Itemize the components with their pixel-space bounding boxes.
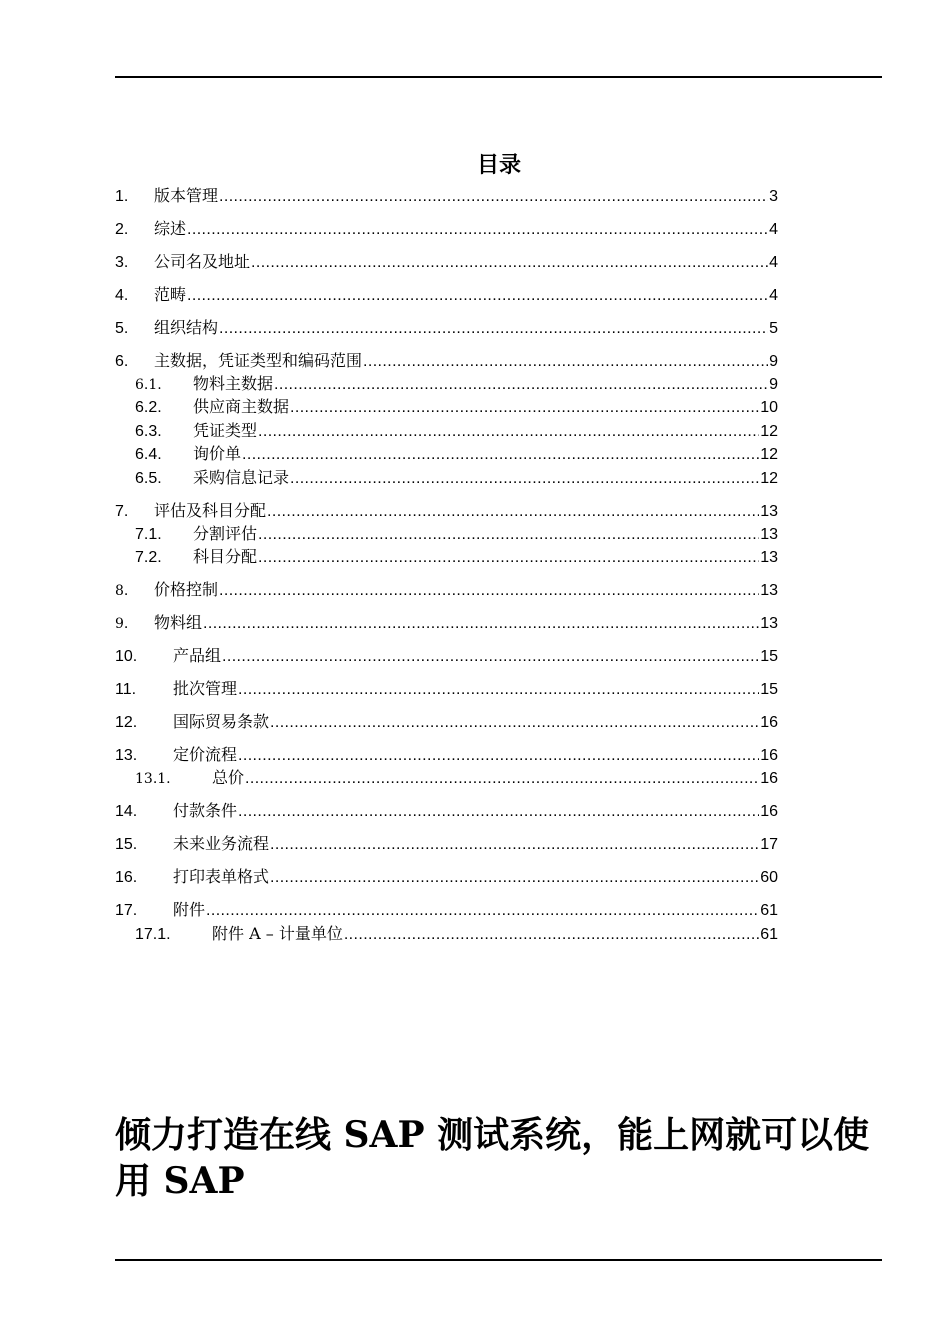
toc-entry[interactable] xyxy=(115,580,778,600)
toc-leader-dots xyxy=(245,769,759,789)
toc-entry[interactable] xyxy=(115,867,778,887)
toc-entry[interactable] xyxy=(115,252,778,272)
toc-entry-label: 评估及科目分配 xyxy=(154,501,267,520)
toc-entry[interactable] xyxy=(135,924,778,944)
toc-entry-label: 未来业务流程 xyxy=(173,834,270,853)
toc-entry-label: 范畴 xyxy=(154,285,187,304)
toc-entry-page: 4 xyxy=(769,287,778,304)
toc-leader-dots xyxy=(274,375,768,395)
toc-entry-page: 12 xyxy=(760,470,778,487)
toc-entry-label: 价格控制 xyxy=(154,580,219,599)
toc-entry-label: 定价流程 xyxy=(173,745,238,764)
toc-entry-number: 10. xyxy=(115,648,138,665)
toc-entry-page: 13 xyxy=(760,549,778,566)
toc-leader-dots xyxy=(344,925,759,945)
toc-entry[interactable] xyxy=(135,444,778,464)
toc-entry-label: 询价单 xyxy=(193,444,242,463)
toc-entry-page: 5 xyxy=(769,320,778,337)
toc-leader-dots xyxy=(238,746,759,766)
toc-leader-dots xyxy=(219,581,759,601)
toc-leader-dots xyxy=(242,445,759,465)
toc-entry-number: 14. xyxy=(115,803,138,820)
toc-entry-page: 16 xyxy=(760,714,778,731)
toc-entry[interactable] xyxy=(115,679,778,699)
toc-entry[interactable] xyxy=(115,285,778,305)
toc-entry[interactable] xyxy=(115,613,778,633)
toc-entry[interactable] xyxy=(135,547,778,567)
toc-entry-page: 16 xyxy=(760,747,778,764)
toc-leader-dots xyxy=(219,319,768,339)
toc-leader-dots xyxy=(251,253,768,273)
toc-entry-number: 12. xyxy=(115,714,138,731)
toc-entry-label: 主数据，凭证类型和编码范围 xyxy=(154,351,363,370)
toc-entry-page: 13 xyxy=(760,503,778,520)
toc-entry[interactable] xyxy=(135,468,778,488)
toc-entry-page: 12 xyxy=(760,423,778,440)
toc-entry-number: 9. xyxy=(115,616,129,632)
toc-entry-label: 附件 xyxy=(173,900,206,919)
toc-entry-label: 分割评估 xyxy=(193,524,258,543)
toc-entry-number: 15. xyxy=(115,836,138,853)
toc-entry[interactable] xyxy=(135,374,778,394)
toc-entry[interactable] xyxy=(135,421,778,441)
toc-entry-label: 供应商主数据 xyxy=(193,397,290,416)
toc-entry-label: 附件 A – 计量单位 xyxy=(212,924,343,943)
toc-entry-number: 7.1. xyxy=(135,526,162,543)
toc-entry-number: 13. xyxy=(115,747,138,764)
toc-entry-number: 11. xyxy=(115,681,137,698)
toc-leader-dots xyxy=(258,548,759,568)
toc-entry-number: 8. xyxy=(115,583,129,599)
toc-entry-page: 9 xyxy=(769,353,778,370)
toc-entry-number: 13.1. xyxy=(135,771,171,787)
toc-entry-page: 15 xyxy=(760,648,778,665)
toc-entry-number: 16. xyxy=(115,869,138,886)
toc-title: 目录 xyxy=(476,153,521,178)
toc-leader-dots xyxy=(258,422,759,442)
toc-leader-dots xyxy=(270,868,759,888)
toc-leader-dots xyxy=(290,398,759,418)
toc-entry-label: 打印表单格式 xyxy=(173,867,270,886)
toc-entry-label: 物料主数据 xyxy=(193,374,274,393)
toc-entry-page: 3 xyxy=(769,188,778,205)
toc-entry-label: 凭证类型 xyxy=(193,421,258,440)
toc-entry-label: 科目分配 xyxy=(193,547,258,566)
toc-leader-dots xyxy=(187,220,768,240)
toc-leader-dots xyxy=(270,713,759,733)
toc-leader-dots xyxy=(238,802,759,822)
toc-entry[interactable] xyxy=(115,745,778,765)
toc-entry-label: 综述 xyxy=(154,219,187,238)
toc-entry-page: 4 xyxy=(769,221,778,238)
toc-entry-page: 13 xyxy=(760,582,778,599)
toc-entry[interactable] xyxy=(115,900,778,920)
toc-entry[interactable] xyxy=(135,524,778,544)
toc-entry-page: 15 xyxy=(760,681,778,698)
toc-leader-dots xyxy=(290,469,759,489)
toc-entry-number: 7. xyxy=(115,503,129,520)
toc-entry-page: 61 xyxy=(760,902,778,919)
toc-entry-number: 3. xyxy=(115,254,129,271)
toc-leader-dots xyxy=(267,502,759,522)
toc-entry-page: 9 xyxy=(769,376,778,393)
toc-entry[interactable] xyxy=(135,768,778,788)
toc-leader-dots xyxy=(222,647,759,667)
toc-leader-dots xyxy=(187,286,768,306)
toc-entry-number: 7.2. xyxy=(135,549,162,566)
toc-entry[interactable] xyxy=(135,397,778,417)
toc-entry-number: 5. xyxy=(115,320,129,337)
toc-entry-page: 12 xyxy=(760,446,778,463)
toc-leader-dots xyxy=(258,525,759,545)
toc-entry-page: 16 xyxy=(760,770,778,787)
toc-entry-label: 物料组 xyxy=(154,613,203,632)
toc-entry[interactable] xyxy=(115,834,778,854)
toc-entry-page: 60 xyxy=(760,869,778,886)
toc-entry-page: 17 xyxy=(760,836,778,853)
toc-entry-number: 6.2. xyxy=(135,399,162,416)
toc-entry[interactable] xyxy=(115,219,778,239)
promo-banner: 倾力打造在线 SAP 测试系统，能上网就可以使用 SAP xyxy=(115,1114,870,1202)
toc-entry[interactable] xyxy=(115,186,778,206)
toc-entry-number: 6.1. xyxy=(135,377,162,393)
toc-entry-page: 61 xyxy=(760,926,778,943)
toc-entry-page: 13 xyxy=(760,526,778,543)
toc-entry-label: 采购信息记录 xyxy=(193,468,290,487)
toc-entry-label: 组织结构 xyxy=(154,318,219,337)
toc-entry-number: 6. xyxy=(115,353,129,370)
toc-entry-number: 6.4. xyxy=(135,446,162,463)
toc-entry-number: 17.1. xyxy=(135,926,171,943)
toc-entry[interactable] xyxy=(115,351,778,371)
toc-entry-number: 6.3. xyxy=(135,423,162,440)
toc-entry[interactable] xyxy=(115,501,778,521)
toc-entry-label: 总价 xyxy=(212,768,245,787)
toc-entry-number: 6.5. xyxy=(135,470,162,487)
toc-leader-dots xyxy=(363,352,768,372)
toc-entry[interactable] xyxy=(115,712,778,732)
toc-entry-label: 公司名及地址 xyxy=(154,252,251,271)
toc-leader-dots xyxy=(238,680,759,700)
toc-entry-label: 国际贸易条款 xyxy=(173,712,270,731)
toc-entry-label: 付款条件 xyxy=(173,801,238,820)
toc-entry-number: 2. xyxy=(115,221,129,238)
toc-entry-label: 产品组 xyxy=(173,646,222,665)
toc-entry-page: 16 xyxy=(760,803,778,820)
toc-entry-label: 版本管理 xyxy=(154,186,219,205)
toc-entry-number: 17. xyxy=(115,902,138,919)
toc-leader-dots xyxy=(206,901,759,921)
toc-leader-dots xyxy=(270,835,759,855)
toc-entry[interactable] xyxy=(115,318,778,338)
toc-entry-page: 10 xyxy=(760,399,778,416)
footer-rule xyxy=(115,1259,882,1261)
toc-entry-number: 1. xyxy=(115,188,129,205)
toc-entry-number: 4. xyxy=(115,287,129,304)
toc-entry-page: 4 xyxy=(769,254,778,271)
toc-entry-page: 13 xyxy=(760,615,778,632)
toc-leader-dots xyxy=(219,187,768,207)
toc-entry-label: 批次管理 xyxy=(173,679,238,698)
toc-entry[interactable] xyxy=(115,801,778,821)
toc-entry[interactable] xyxy=(115,646,778,666)
toc-leader-dots xyxy=(203,614,759,634)
